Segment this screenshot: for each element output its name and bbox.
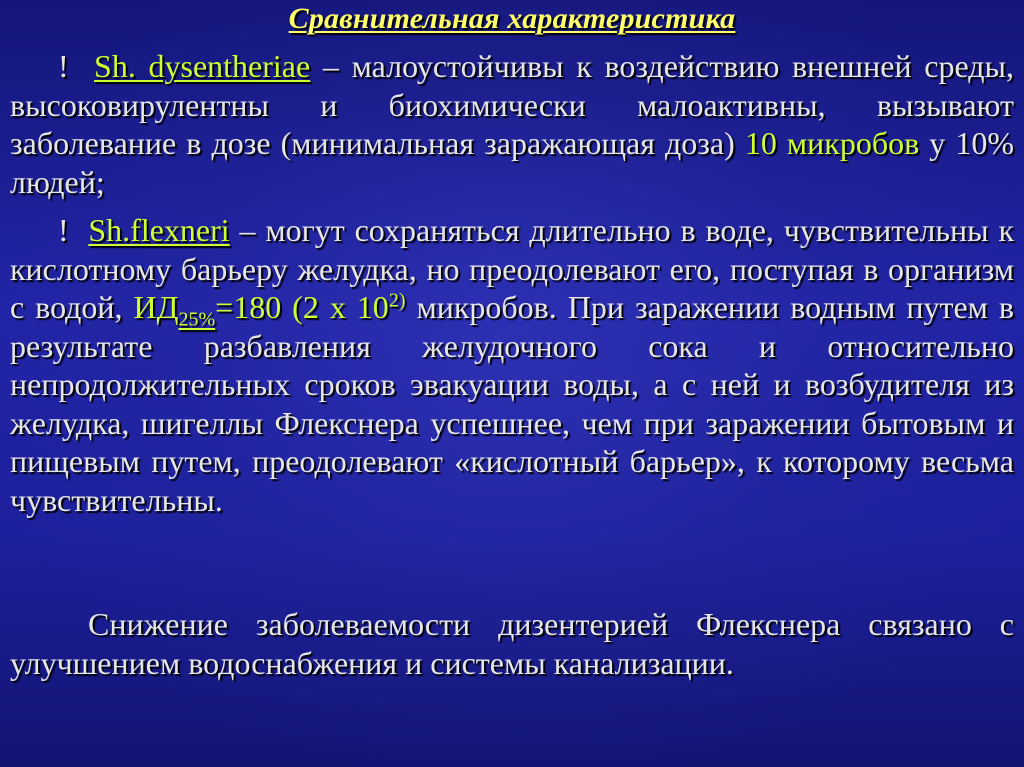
paragraph-dysenteriae xyxy=(10,47,1014,201)
organism-name-flexneri: Sh.flexneri xyxy=(88,212,230,248)
bullet-mark: ! xyxy=(58,212,69,248)
paragraph-text: у 10% людей; xyxy=(10,125,1014,200)
organism-name-dysenteriae: Sh. dysentheriae xyxy=(94,48,311,84)
infective-dose-value: =180 (2 х 10 xyxy=(215,289,389,325)
paragraph-text: – малоустойчивы к воздействию внешней среды, высоковирулентны и биохимически малоактивны, вызывают заболевание в дозе (минимальная заражающая доза) xyxy=(10,48,1015,161)
slide-title: Сравнительная характеристика xyxy=(288,2,736,35)
infective-dose-superscript: 2) xyxy=(388,289,406,312)
paragraph-conclusion xyxy=(10,605,1014,682)
paragraph-text: Снижение заболеваемости дизентерией Флекснера связано с улучшением водоснабжения и системы канализации. xyxy=(10,606,1014,681)
infective-dose xyxy=(133,289,406,331)
paragraph-text: – могут сохраняться длительно в воде, чувствительны к кислотному барьеру желудка, но преодолевают его, поступая в организм с водой, xyxy=(10,212,1015,325)
minimal-dose: 10 микробов xyxy=(744,125,920,161)
paragraph-text: микробов. При заражении водным путем в результате разбавления желудочного сока и относительно непродолжительных сроков эвакуации воды, а с ней и возбудителя из желудка, шигеллы Флекснера успешнее, чем при заражении бытовым и пищевым путем, преодолевают «кислотный барьер», к которому весьма чувствительны. xyxy=(10,289,1015,518)
infective-dose-label: ИД xyxy=(133,289,179,325)
infective-dose-subscript: 25% xyxy=(178,308,216,331)
paragraph-flexneri xyxy=(10,211,1014,519)
bullet-mark: ! xyxy=(58,48,69,84)
